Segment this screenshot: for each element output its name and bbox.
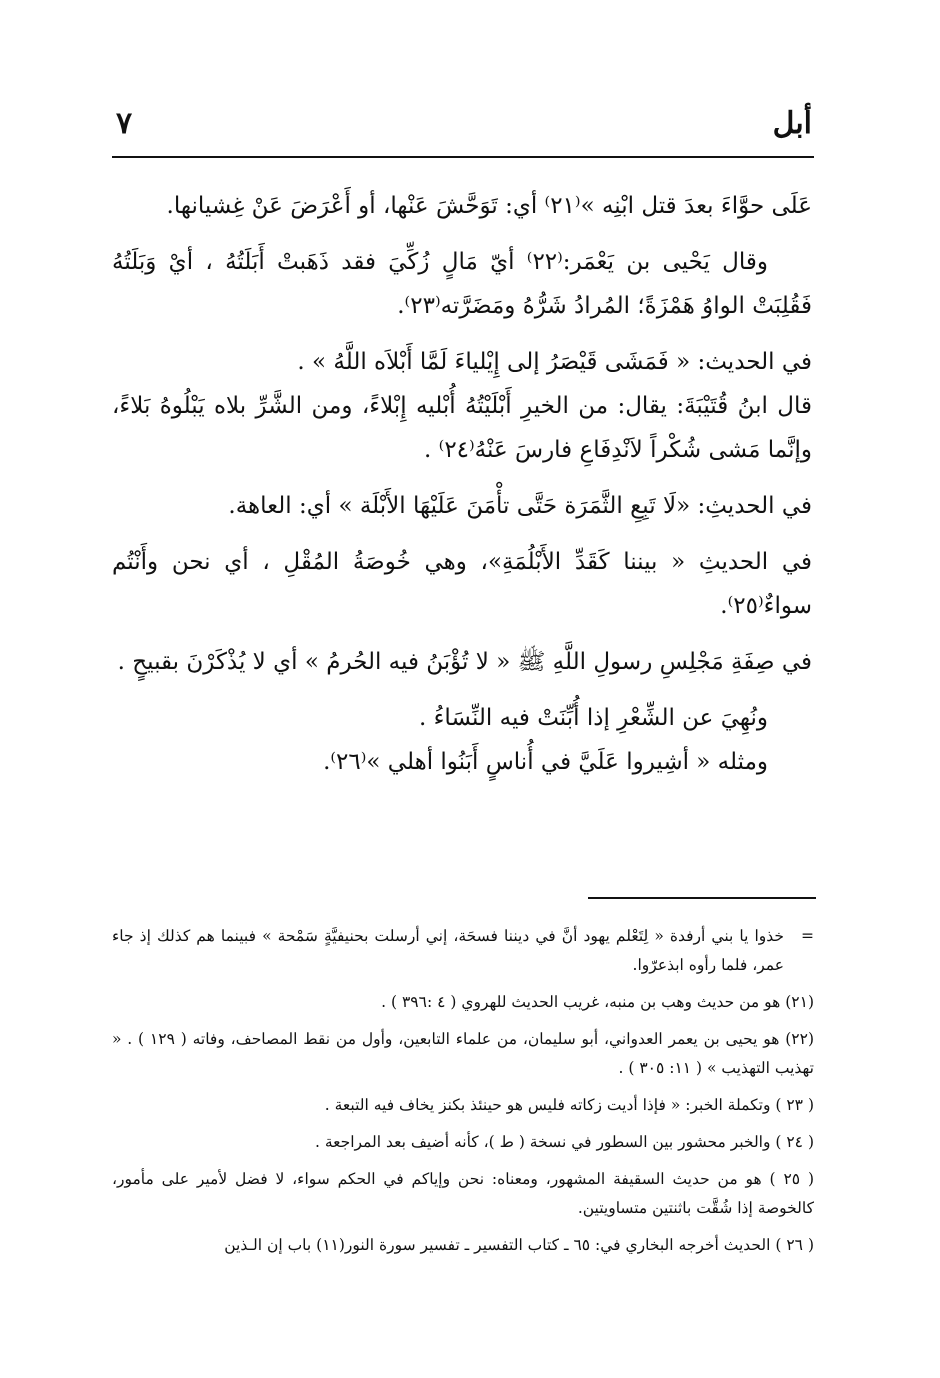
footnote-26: ( ٢٦ ) الحديث أخرجه البخاري في: ٦٥ ـ كتاب التفسير ـ تفسير سورة النور(١١) باب إن الـذين — [224, 1236, 814, 1254]
paragraph: ومثله « أشِيروا عَلَيَّ في أُناسٍ أَبَنُوا أهلي »⁽٢٦⁾. — [323, 749, 768, 775]
paragraph: في الحديثِ: «لَا تَبِعِ الثَّمَرَة حَتَّى تأْمَنَ عَلَيْهَا الأَبْلَة » أي: العاهة. — [228, 493, 812, 519]
paragraph: في الحديثِ « بيننا كَقَدِّ الأَبْلُمَةِ»، وهي خُوصَةُ المُقْلِ ، أي نحن وأَنْتُم سواءٌ⁽٢٥⁾. — [112, 549, 812, 619]
paragraph: قال ابنُ قُتَيْبَةَ: يقال: من الخيرِ أَبْلَيْتُهُ أُبْليه إِبْلاءً، ومن الشَّرِّ بلاه يَبْلُوهُ بَلاءً، وإنَّما مَشى شُكْراً لاَنْدِفَاعِ فارسَ عَنْهُ⁽٢٤⁾ . — [112, 393, 812, 463]
paragraph: ونُهِيَ عن الشِّعْرِ إذا أُبِّنَتْ فيه النِّسَاءُ . — [419, 705, 768, 731]
footnote-25: ( ٢٥ ) هو من حديث السقيفة المشهور، ومعناه: نحن وإياكم في الحكم سواء، لا فضل لأمير على مأمور، كالخوصة إذا شُقَّت باثنتين متساويتين. — [112, 1170, 814, 1217]
footnote-23: ( ٢٣ ) وتكملة الخبر: « فإذا أديت زكاته فليس هو حينئذ بكنز يخاف فيه التبعة . — [324, 1096, 814, 1114]
footnote-rule — [588, 897, 816, 899]
paragraph: في الحديث: « فَمَشَى قَيْصَرُ إلى إِيْلياءَ لَمَّا أَبْلاَه اللَّهُ » . — [297, 349, 812, 375]
footnote-continuation — [112, 922, 814, 980]
footnote-22: (٢٢) هو يحيى بن يعمر العدواني، أبو سليمان، من علماء التابعين، وأول من نقط المصاحف، وفاته ( ١٢٩ ) . « تهذيب التهذيب » ( ١١: ٣٠٥ ) . — [112, 1030, 814, 1077]
header-rule — [112, 156, 814, 158]
paragraph: في صِفَةِ مَجْلِسِ رسولِ اللَّهِ ﷺ « لا تُؤْبَنُ فيه الحُرمُ » أي لا يُذْكَرْنَ بقبيحٍ . — [117, 649, 812, 675]
footnote-21: (٢١) هو من حديث وهب بن منبه، غريب الحديث للهروي ( ٤ :٣٩٦ ) . — [381, 993, 814, 1011]
continuation-marker: = — [801, 927, 814, 945]
entry-root-title: أبل — [772, 106, 812, 141]
paragraph: عَلَى حوَّاءَ بعدَ قتل ابْنِه »⁽٢١⁾ أي: تَوَحَّشَ عَنْها، أو أَعْرَضَ عَنْ غِشيانها. — [166, 193, 812, 219]
footnotes — [112, 922, 814, 1268]
paragraph: وقال يَحْيى بن يَعْمَر:⁽٢٢⁾ أيّ مَالٍ زُكِّيَ فقد ذَهَبتْ أَبَلَتُهُ ، أيْ وَبَلَتُهُ فَقُلِبَتْ الواوُ هَمْزَةً؛ المُرادُ شَرُّهُ ومَضَرَّته⁽٢٣⁾. — [112, 249, 812, 319]
footnote-text: خذوا يا بني أرفدة « لِتَعْلم يهود أنَّ في ديننا فسحَة، إني أرسلت بحنيفيَّةٍ سَمْحة » فبينما هم كذلك إذ جاء عمر، فلما رأوه ابذعرّوا. — [112, 927, 784, 974]
footnote-24: ( ٢٤ ) والخبر محشور بين السطور في نسخة ( ط )، كأنه أضيف بعد المراجعة . — [314, 1133, 814, 1151]
main-text — [112, 184, 812, 796]
page-header — [112, 100, 812, 152]
page-number: ٧ — [116, 106, 133, 141]
